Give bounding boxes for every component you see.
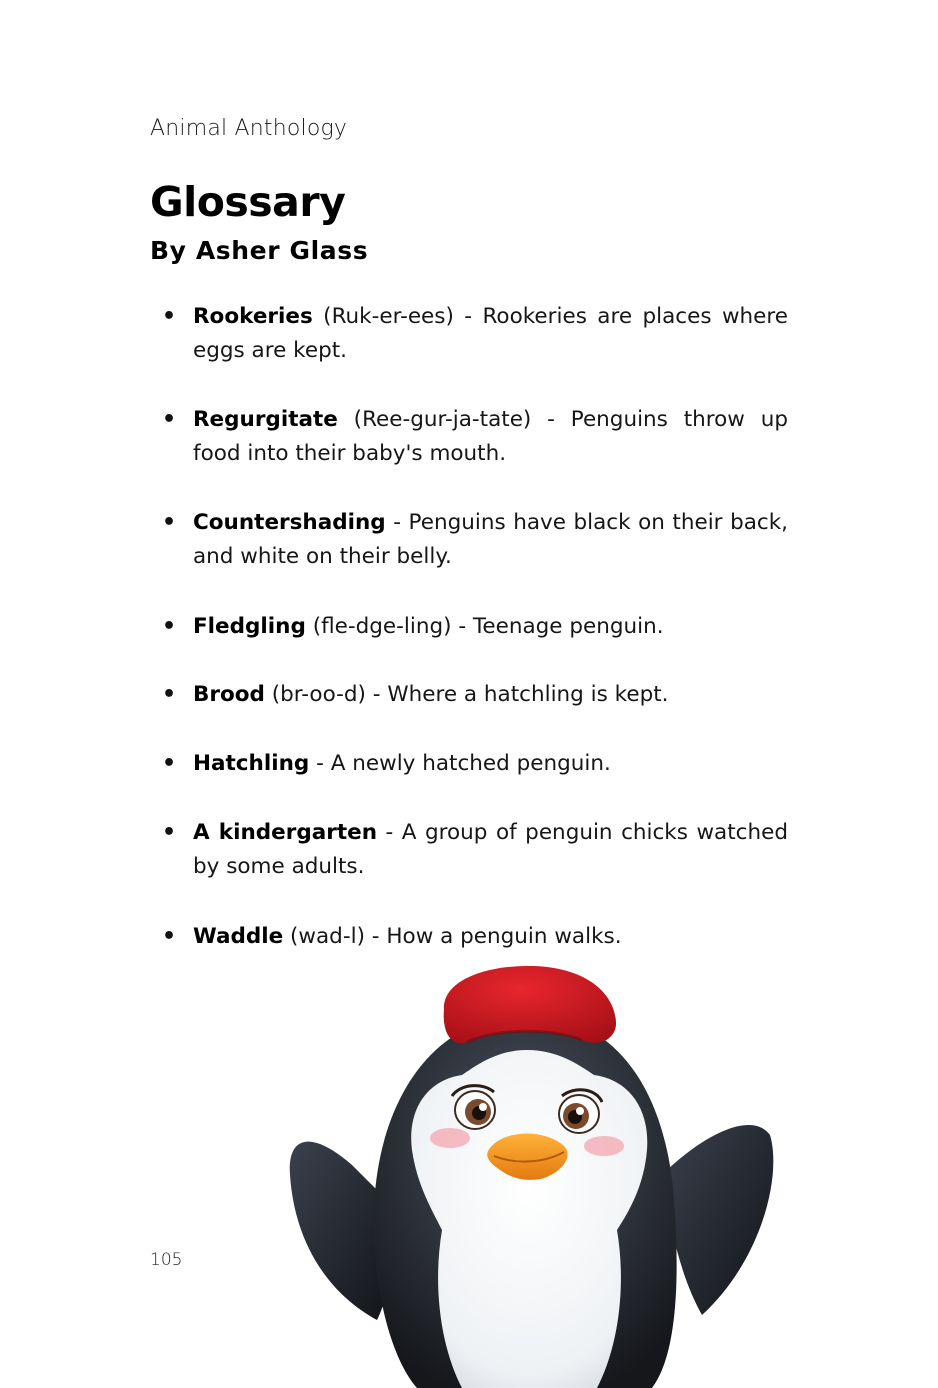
glossary-entry-hatchling <box>162 747 788 781</box>
glossary-entry-text <box>193 610 788 644</box>
glossary-entry-kindergarten <box>162 816 788 884</box>
glossary-entry-text <box>193 678 788 712</box>
penguin-right-cheek <box>584 1136 624 1156</box>
glossary-entry-text <box>193 747 788 781</box>
author-byline: By Asher Glass <box>150 236 369 265</box>
glossary-term: Regurgitate <box>193 407 338 432</box>
penguin-left-cheek <box>430 1128 470 1148</box>
glossary-entry-text <box>193 920 788 954</box>
glossary-definition: - Penguins have black on their back, and white on their belly. <box>193 510 788 569</box>
glossary-definition: - Teenage penguin. <box>451 614 664 639</box>
glossary-term: Countershading <box>193 510 386 535</box>
glossary-entry-waddle <box>162 920 788 954</box>
penguin-mascot-icon <box>282 960 782 1388</box>
bullet-icon: • <box>162 924 177 949</box>
bullet-icon: • <box>162 614 177 639</box>
page-title: Glossary <box>150 178 346 226</box>
glossary-definition: - Penguins throw up food into their baby's mouth. <box>193 407 788 466</box>
glossary-term: A kindergarten <box>193 820 378 845</box>
glossary-term: Waddle <box>193 924 284 949</box>
bullet-icon: • <box>162 682 177 707</box>
glossary-definition: - How a penguin walks. <box>364 924 622 949</box>
glossary-pronunciation: (Ree-gur-ja-tate) <box>337 407 532 432</box>
glossary-term: Fledgling <box>193 614 306 639</box>
page-number: 105 <box>150 1250 183 1270</box>
penguin-right-wing <box>662 1125 773 1315</box>
glossary-entry-text <box>193 506 788 574</box>
glossary-entry-countershading <box>162 506 788 574</box>
glossary-entry-brood <box>162 678 788 712</box>
glossary-definition: - Where a hatchling is kept. <box>365 682 669 707</box>
bullet-icon: • <box>162 820 177 845</box>
glossary-term: Hatchling <box>193 751 310 776</box>
glossary-term: Brood <box>193 682 265 707</box>
glossary-term: Rookeries <box>193 304 313 329</box>
glossary-entry-text <box>193 816 788 884</box>
bullet-icon: • <box>162 751 177 776</box>
glossary-entry-regurgitate <box>162 403 788 471</box>
glossary-entry-text <box>193 403 788 471</box>
glossary-definition: - A group of penguin chicks watched by some adults. <box>193 820 788 879</box>
glossary-pronunciation: (Ruk-er-ees) <box>312 304 454 329</box>
penguin-belly <box>411 1050 647 1388</box>
bullet-icon: • <box>162 510 177 535</box>
glossary-entry-rookeries <box>162 300 788 368</box>
bullet-icon: • <box>162 304 177 329</box>
glossary-definition: - Rookeries are places where eggs are kept. <box>193 304 788 363</box>
glossary-pronunciation: (wad-l) <box>283 924 365 949</box>
glossary-pronunciation: (fle-dge-ling) <box>305 614 452 639</box>
glossary-entry-fledgling <box>162 610 788 644</box>
bullet-icon: • <box>162 407 177 432</box>
glossary-pronunciation: (br-oo-d) <box>264 682 366 707</box>
glossary-entry-text <box>193 300 788 368</box>
series-title: Animal Anthology <box>150 116 348 141</box>
glossary-definition: - A newly hatched penguin. <box>309 751 611 776</box>
